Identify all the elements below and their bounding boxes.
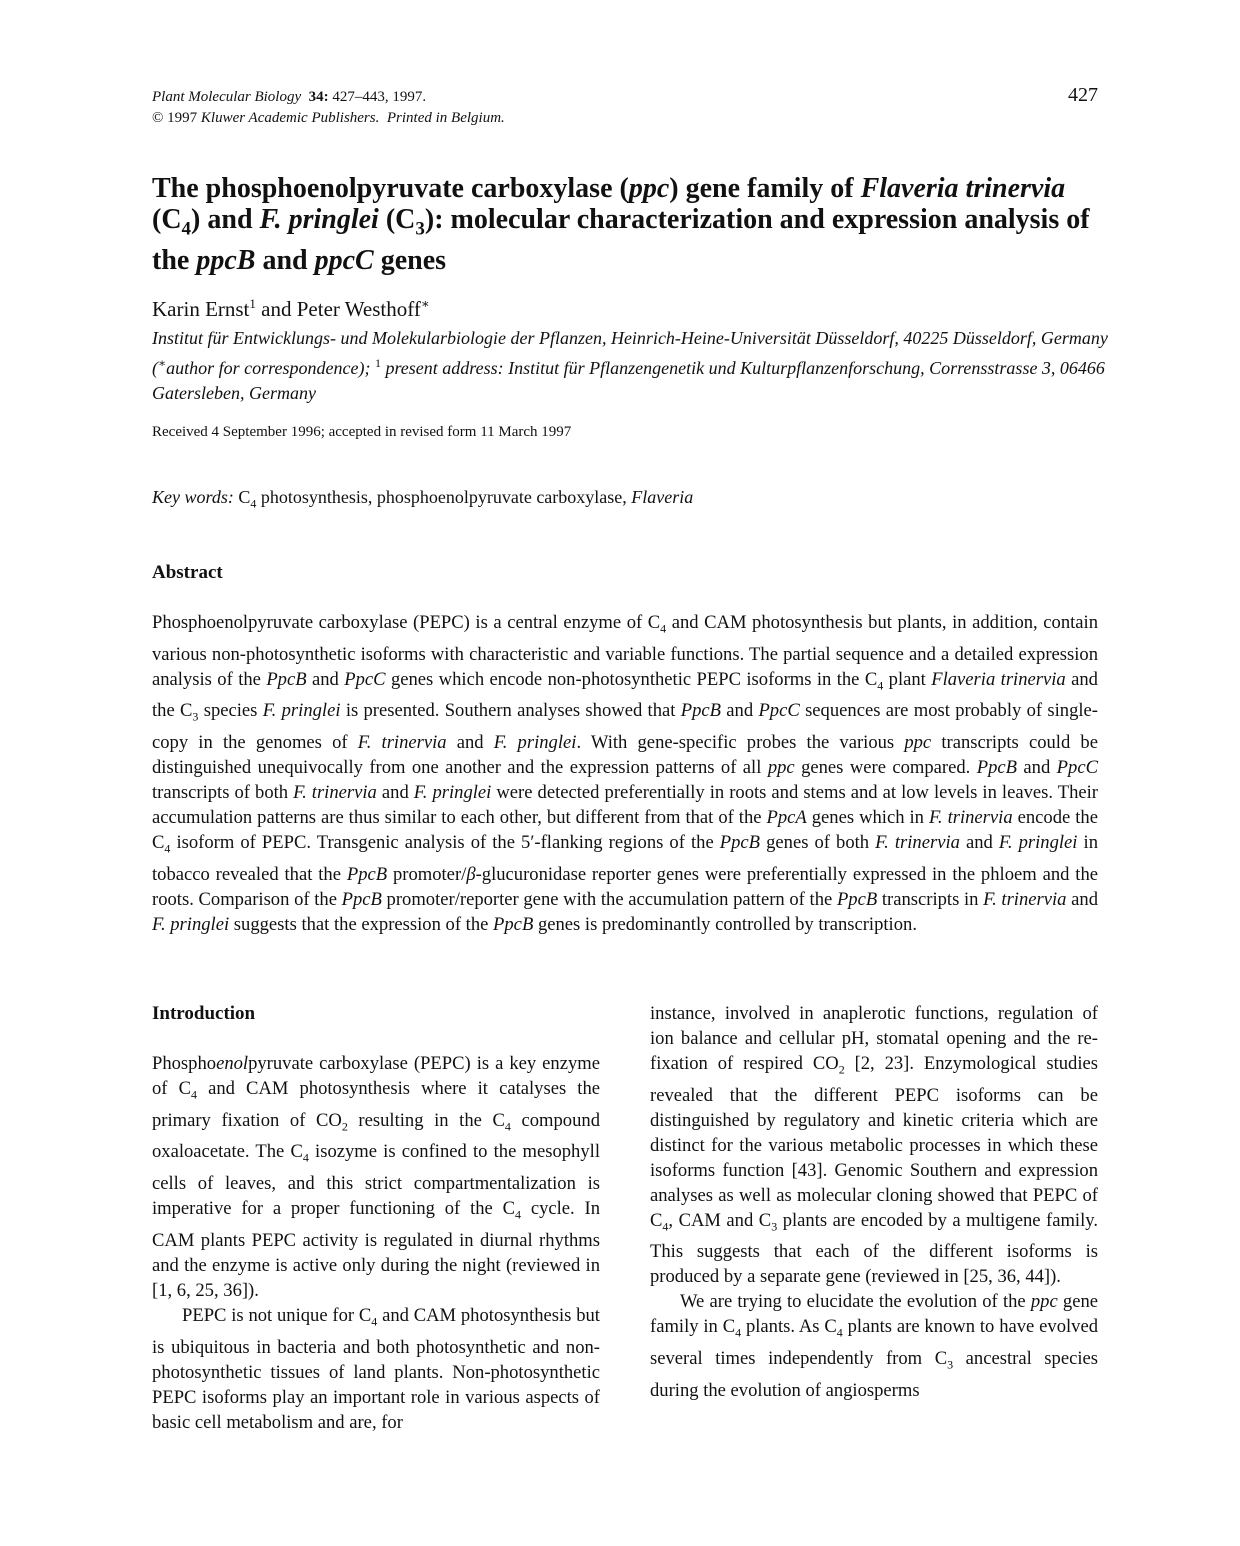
journal-citation: Plant Molecular Biology 34: 427–443, 1997. (152, 89, 427, 105)
copyright-line: © 1997 Kluwer Academic Publishers. Printed in Belgium. (152, 110, 505, 126)
received-dates: Received 4 September 1996; accepted in revised form 11 March 1997 (152, 424, 572, 440)
paper-title: The phosphoenolpyruvate carboxylase (ppc) gene family of Flaveria trinervia $(C_4)$ and F. pringlei $(C_3)$: molecular characterization and expression analysis of the ppcB and ppcC genes (152, 173, 1090, 276)
author-list: Karin Ernst$^1$ and Peter Westhoff∗ (152, 296, 430, 321)
introduction-column-left (152, 1051, 600, 1435)
affiliation: Institut für Entwicklungs- und Molekularbiologie der Pflanzen, Heinrich-Heine-Universität Düsseldorf, 40225 Düsseldorf, Germany (∗author for correspondence); $^1$ present address: Institut für Pflanzengenetik und Kulturpflanzenforschung, Corrensstrasse 3, 06466 Gatersleben, Germany (152, 328, 1108, 403)
keywords: Key words: $C_4$ photosynthesis, phosphoenolpyruvate carboxylase, Flaveria (152, 487, 694, 511)
introduction-paragraph-2-cont: instance, involved in anaplerotic functions, regulation of ion balance and cellular pH, stomatal opening and the re-fixation of respired $CO_2$ [2, 23]. Enzymological studies revealed that the different PEPC isoforms can be distinguished by regulatory and kinetic criteria which are distinct for the various metabolic processes in which these isoforms function [43]. Genomic Southern and expression analyses as well as molecular cloning showed that PEPC of $C_4$, CAM and $C_3$ plants are encoded by a multigene family. This suggests that each of the different isoforms is produced by a separate gene (reviewed in [25, 36, 44]). (650, 1003, 1098, 1288)
introduction-paragraph-3: We are trying to elucidate the evolution of the ppc gene family in $C_4$ plants. As $C_4$ plants are known to have evolved several times independently from $C_3$ ancestral species during the evolution of angiosperms (650, 1291, 1099, 1401)
introduction-heading: Introduction (152, 1003, 256, 1024)
introduction-column-right (650, 1001, 1098, 1403)
journal-header (152, 87, 505, 129)
introduction-paragraph-1: Phosphoenolpyruvate carboxylase (PEPC) is a key enzyme of $C_4$ and CAM photosynthesis where it catalyses the primary fixation of $CO_2$ resulting in the $C_4$ compound oxaloacetate. The $C_4$ isozyme is confined to the mesophyll cells of leaves, and this strict compartmentalization is imperative for a proper functioning of the $C_4$ cycle. In CAM plants PEPC activity is regulated in diurnal rhythms and the enzyme is active only during the night (reviewed in [1, 6, 25, 36]). (152, 1053, 601, 1301)
page-number: 427 (1068, 84, 1098, 106)
abstract-heading: Abstract (152, 562, 223, 583)
introduction-paragraph-2-start: PEPC is not unique for $C_4$ and CAM photosynthesis but is ubiquitous in bacteria and both photosynthetic and non-photosynthetic tissues of land plants. Non-photosynthetic PEPC isoforms play an important role in various aspects of basic cell metabolism and are, for (152, 1304, 600, 1433)
abstract-body: Phosphoenolpyruvate carboxylase (PEPC) is a central enzyme of $C_4$ and CAM photosynthesis but plants, in addition, contain various non-photosynthetic isoforms with characteristic and variable functions. The partial sequence and a detailed expression analysis of the PpcB and PpcC genes which encode non-photosynthetic PEPC isoforms in the $C_4$ plant Flaveria trinervia and the $C_3$ species F. pringlei is presented. Southern analyses showed that PpcB and PpcC sequences are most probably of single-copy in the genomes of F. trinervia and F. pringlei. With gene-specific probes the various ppc transcripts could be distinguished unequivocally from one another and the expression patterns of all ppc genes were compared. PpcB and PpcC transcripts of both F. trinervia and F. pringlei were detected preferentially in roots and stems and at low levels in leaves. Their accumulation patterns are thus similar to each other, but different from that of the PpcA genes which in F. trinervia encode the $C_4$ isoform of PEPC. Transgenic analysis of the 5′-flanking regions of the PpcB genes of both F. trinervia and F. pringlei in tobacco revealed that the PpcB promoter/β-glucuronidase reporter genes were preferentially expressed in the phloem and the roots. Comparison of the PpcB promoter/reporter gene with the accumulation pattern of the PpcB transcripts in F. trinervia and F. pringlei suggests that the expression of the PpcB genes is predominantly controlled by transcription. (152, 612, 1098, 935)
